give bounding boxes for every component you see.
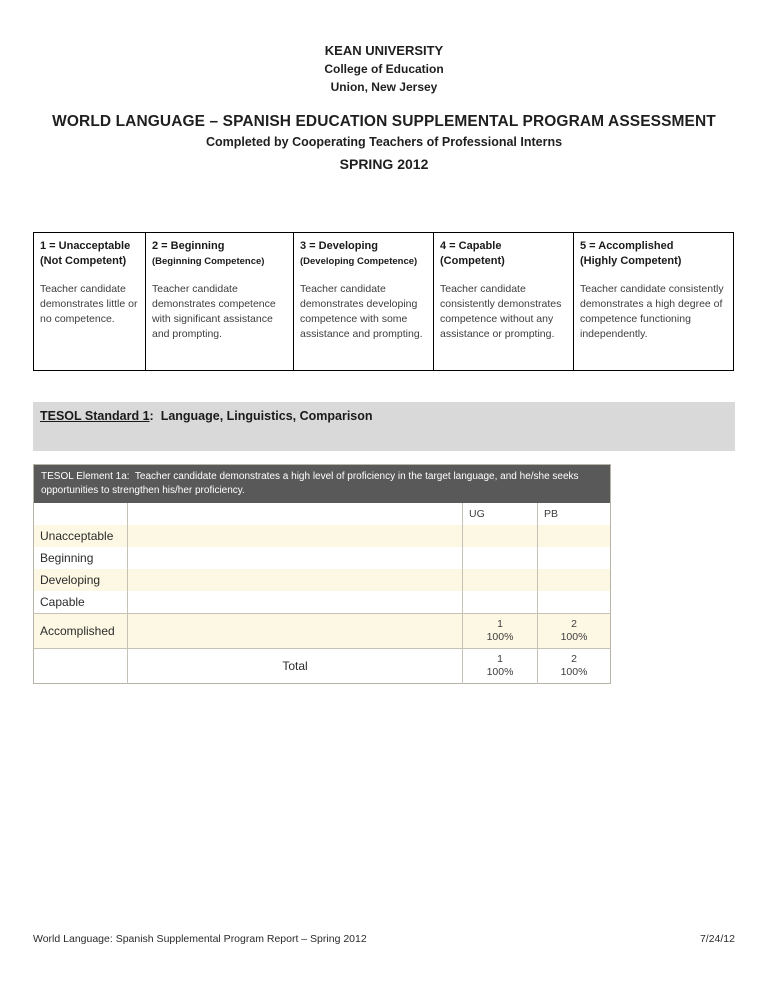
ug-value-cell	[463, 569, 538, 591]
footer-report-name: World Language: Spanish Supplemental Program Report – Spring 2012	[33, 933, 367, 945]
standard-banner-separator: :	[149, 409, 154, 423]
column-header-ug: UG	[463, 503, 538, 525]
rating-scale-row	[34, 233, 734, 371]
table-row-unacceptable	[34, 525, 611, 547]
rating-level-subtitle: (Highly Competent)	[580, 255, 682, 267]
rating-level-description: Teacher candidate demonstrates little or no competence.	[40, 283, 141, 325]
rating-level-title: 2 = Beginning	[152, 240, 225, 252]
report-subtitle: Completed by Cooperating Teachers of Professional Interns	[205, 135, 563, 149]
institution-name: KEAN UNIVERSITY	[324, 43, 444, 58]
total-label: Total	[128, 649, 463, 684]
ug-percent: 100%	[486, 631, 514, 643]
pb-value-cell	[538, 569, 611, 591]
ug-value-cell	[463, 614, 538, 649]
blank-cell	[128, 547, 463, 569]
pb-total-cell	[538, 649, 611, 684]
table-row-total	[34, 649, 611, 684]
pb-value-cell	[538, 547, 611, 569]
rating-level-4-cell	[434, 233, 574, 371]
blank-cell	[128, 503, 463, 525]
rating-scale-table	[33, 232, 734, 371]
rating-level-title: 1 = Unacceptable	[40, 240, 131, 252]
rating-level-subtitle: (Developing Competence)	[300, 256, 418, 267]
table-row-beginning	[34, 547, 611, 569]
location: Union, New Jersey	[330, 80, 438, 94]
rating-level-description: Teacher candidate demonstrates competence with significant assistance and prompting.	[152, 283, 279, 340]
table-row-developing	[34, 569, 611, 591]
pb-total-percent: 100%	[560, 666, 588, 678]
blank-cell	[128, 591, 463, 614]
ug-total-cell	[463, 649, 538, 684]
blank-cell	[128, 614, 463, 649]
ug-total-percent: 100%	[486, 666, 514, 678]
row-label: Accomplished	[34, 614, 128, 649]
college-name: College of Education	[324, 62, 444, 76]
element-results-table	[33, 464, 611, 684]
rating-level-title: 4 = Capable	[440, 240, 502, 252]
pb-count: 2	[571, 618, 577, 630]
column-header-pb: PB	[538, 503, 611, 525]
rating-level-title: 5 = Accomplished	[580, 240, 674, 252]
pb-value-cell	[538, 591, 611, 614]
table-row-capable	[34, 591, 611, 614]
pb-value-cell	[538, 525, 611, 547]
blank-cell	[34, 649, 128, 684]
row-label: Beginning	[40, 551, 94, 565]
ug-value-cell	[463, 547, 538, 569]
rating-level-1-cell	[34, 233, 146, 371]
table-row-accomplished	[34, 614, 611, 649]
pb-total-count: 2	[571, 653, 577, 665]
rating-level-subtitle: (Beginning Competence)	[152, 256, 265, 267]
element-header-row	[34, 465, 611, 504]
rating-level-description: Teacher candidate demonstrates developing competence with some assistance and prompting.	[300, 283, 423, 340]
footer-date: 7/24/12	[699, 933, 735, 945]
pb-percent: 100%	[560, 631, 588, 643]
rating-level-2-cell	[146, 233, 294, 371]
university-header	[33, 41, 735, 96]
row-label: Capable	[40, 595, 85, 609]
standard-banner	[33, 402, 735, 451]
pb-value-cell	[538, 614, 611, 649]
standard-banner-title: TESOL Standard 1	[40, 409, 150, 423]
ug-value-cell	[463, 525, 538, 547]
rating-level-5-cell	[574, 233, 734, 371]
report-title: WORLD LANGUAGE – SPANISH EDUCATION SUPPLEMENTAL PROGRAM ASSESSMENT	[52, 113, 716, 130]
standard-banner-text: Language, Linguistics, Comparison	[160, 409, 373, 423]
blank-cell	[128, 569, 463, 591]
row-label: Unacceptable	[34, 525, 128, 547]
ug-total-count: 1	[497, 653, 503, 665]
report-term: SPRING 2012	[339, 156, 429, 172]
page-footer	[33, 933, 735, 945]
rating-level-subtitle: (Competent)	[440, 255, 505, 267]
blank-cell	[128, 525, 463, 547]
report-title-block	[33, 111, 735, 175]
blank-cell	[34, 503, 128, 525]
element-header-text: TESOL Element 1a: Teacher candidate demonstrates a high level of proficiency in the target language, and he/she seeks opportunities to strengthen his/her proficiency.	[34, 465, 611, 504]
rating-level-description: Teacher candidate consistently demonstrates competence without any assistance or prompting.	[440, 283, 565, 340]
rating-level-3-cell	[294, 233, 434, 371]
rating-level-title: 3 = Developing	[300, 240, 378, 252]
ug-value-cell	[463, 591, 538, 614]
ug-count: 1	[497, 618, 503, 630]
rating-level-subtitle: (Not Competent)	[40, 255, 127, 267]
column-header-row	[34, 503, 611, 525]
row-label: Developing	[34, 569, 128, 591]
rating-level-description: Teacher candidate consistently demonstrates a high degree of competence functioning independently.	[580, 283, 730, 340]
